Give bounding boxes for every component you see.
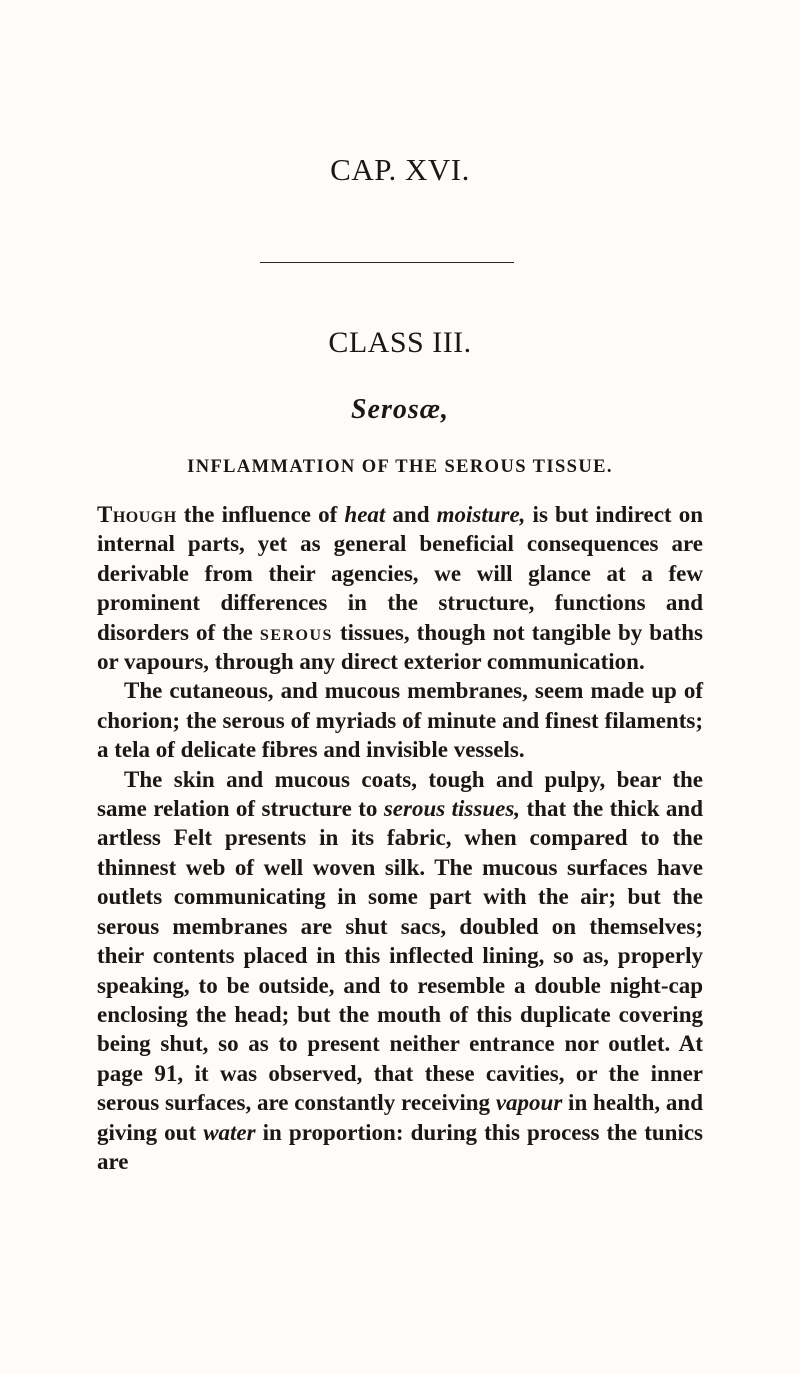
section-subtitle: INFLAMMATION OF THE SEROUS TISSUE. <box>187 457 613 477</box>
paragraph-1 <box>97 500 703 676</box>
body-text <box>97 500 703 1176</box>
paragraph-3 <box>97 765 703 1177</box>
italic-text: serous tissues, <box>383 796 521 822</box>
text-run: in proportion: during this process the tunics are <box>97 1119 703 1174</box>
text-run: tissues, though not tangible by baths or vapours, through any direct exterior communication. <box>97 619 703 675</box>
small-caps-text: serous <box>259 619 333 645</box>
text-run: in health, and giving out <box>97 1090 703 1145</box>
blackletter-title: Serosæ, <box>350 394 449 425</box>
italic-text: vapour <box>495 1090 563 1116</box>
text-run: is but indirect on internal parts, yet as general beneficial consequences are derivable from their agencies, we will glance at a few prominent differences in the structure, functions and disorders of the <box>97 502 703 645</box>
italic-text: moisture, <box>436 502 526 527</box>
divider-rule <box>260 262 514 263</box>
text-run: The skin and mucous coats, tough and pulpy, bear the same relation of structure to <box>97 766 703 822</box>
text-run: and <box>385 502 437 527</box>
opening-word: Though <box>97 502 177 527</box>
text-run: the influence of <box>176 502 345 527</box>
class-heading: CLASS III. <box>328 326 472 359</box>
text-run: that the thick and artless Felt presents in its fabric, when compared to the thinnest web of well woven silk. The mucous surfaces have outlets communicating in some part with the air; but the serous membranes are shut sacs, doubled on themselves; their contents placed in this inflected lining, so as, properly speaking, to be outside, and to resemble a double night-cap enclosing the head; but the mouth of this duplicate covering being shut, so as to present neither entrance nor outlet. At page 91, it was observed, that these cavities, or the inner serous surfaces, are constantly receiving <box>97 796 704 1116</box>
italic-text: water <box>203 1119 256 1145</box>
chapter-heading: CAP. XVI. <box>330 152 470 187</box>
italic-text: heat <box>344 502 386 527</box>
paragraph-2: The cutaneous, and mucous membranes, seem made up of chorion; the serous of myriads of minute and finest filaments; a tela of delicate fibres and invisible vessels. <box>97 678 703 763</box>
